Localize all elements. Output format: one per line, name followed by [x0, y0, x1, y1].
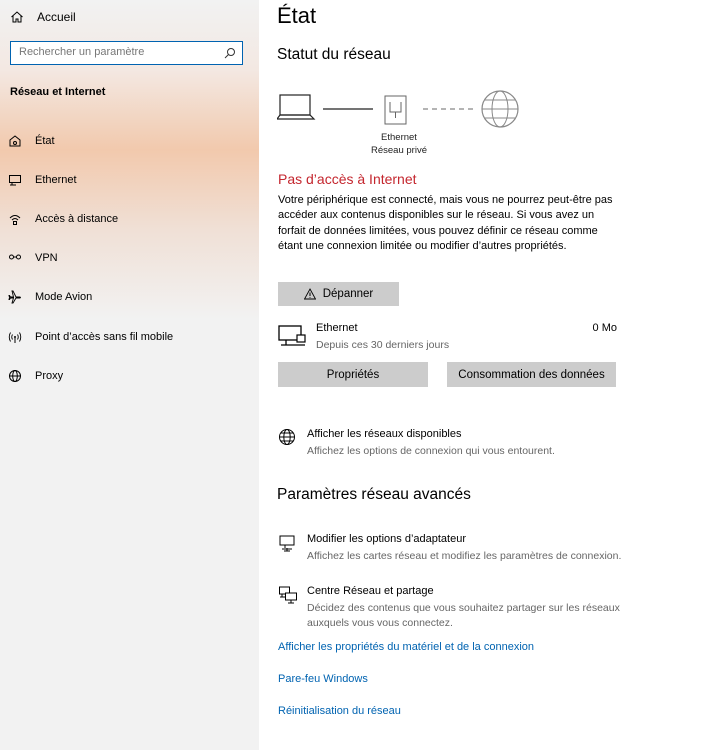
- ethernet-icon: [8, 173, 22, 187]
- sidebar-item-mode-avion[interactable]: [8, 287, 92, 307]
- show-networks-subtitle: Affichez les options de connexion qui vous entourent.: [307, 445, 555, 457]
- sidebar-item-acces-distance[interactable]: [8, 209, 118, 229]
- windows-firewall-link[interactable]: Pare-feu Windows: [278, 673, 368, 685]
- show-networks-title: Afficher les réseaux disponibles: [307, 428, 462, 440]
- no-internet-alert: Pas d’accès à Internet: [278, 171, 417, 187]
- airplane-icon: [8, 290, 22, 304]
- hotspot-icon: [8, 330, 22, 344]
- sidebar-item-point-acces[interactable]: [8, 327, 173, 347]
- sharing-center-item[interactable]: [278, 585, 648, 631]
- properties-button[interactable]: Propriétés: [278, 362, 428, 387]
- sidebar-item-label: Point d’accès sans fil mobile: [35, 331, 174, 343]
- sidebar-item-ethernet[interactable]: [8, 170, 77, 190]
- ethernet-port-icon: [385, 96, 406, 124]
- home-status-icon: [8, 134, 22, 148]
- data-usage-value: 0 Mo: [592, 322, 617, 334]
- vpn-icon: [8, 251, 22, 265]
- ethernet-computer-icon: [278, 324, 306, 348]
- sidebar-item-label: Accès à distance: [35, 213, 119, 225]
- ethernet-usage-row: [278, 320, 617, 354]
- search-icon[interactable]: [224, 47, 236, 59]
- network-type: Réseau privé: [371, 145, 427, 156]
- hardware-properties-link[interactable]: Afficher les propriétés du matériel et de la connexion: [278, 641, 534, 653]
- connection-period: Depuis ces 30 derniers jours: [316, 339, 450, 351]
- page-title: État: [277, 3, 317, 28]
- dialup-icon: [8, 212, 22, 226]
- sidebar: [0, 0, 259, 750]
- sidebar-item-label: VPN: [35, 252, 58, 264]
- connection-name: Ethernet: [316, 322, 358, 334]
- adapter-icon: [278, 533, 298, 553]
- network-reset-link[interactable]: Réinitialisation du réseau: [278, 705, 401, 717]
- adapter-options-item[interactable]: [278, 533, 648, 567]
- network-globe-icon: [278, 428, 298, 448]
- warning-icon: [304, 288, 316, 300]
- troubleshoot-label: Dépanner: [322, 288, 374, 300]
- adapter-options-subtitle: Affichez les cartes réseau et modifiez les paramètres de connexion.: [307, 550, 622, 562]
- adapter-options-title: Modifier les options d’adaptateur: [307, 533, 466, 545]
- status-description: Votre périphérique est connecté, mais vous ne pourrez peut-être pas accéder aux contenus disponibles sur le réseau. Si vous avez un forfait de données limitées, vous pouvez définir ce réseau comme étant une connexion limitée ou modifier d’autres propriétés.: [278, 194, 613, 253]
- advanced-settings-heading: Paramètres réseau avancés: [277, 486, 471, 503]
- globe-icon: [8, 369, 22, 383]
- sidebar-item-vpn[interactable]: [8, 248, 58, 268]
- home-label: Accueil: [37, 10, 76, 24]
- sidebar-item-etat[interactable]: [8, 131, 55, 151]
- laptop-icon: [277, 95, 314, 119]
- adapter-name: Ethernet: [381, 132, 417, 143]
- troubleshoot-button[interactable]: [278, 282, 399, 306]
- home-icon: [10, 10, 24, 24]
- sharing-center-icon: [278, 585, 298, 605]
- sharing-center-title: Centre Réseau et partage: [307, 585, 434, 597]
- sidebar-item-proxy[interactable]: [8, 366, 63, 386]
- search-input[interactable]: [19, 46, 219, 58]
- home-link[interactable]: [10, 8, 76, 26]
- sidebar-item-label: Ethernet: [35, 174, 77, 186]
- search-box[interactable]: [10, 41, 243, 65]
- network-status-heading: Statut du réseau: [277, 46, 391, 63]
- data-usage-button[interactable]: Consommation des données: [447, 362, 616, 387]
- internet-globe-icon: [482, 91, 518, 127]
- sidebar-item-label: État: [35, 135, 55, 147]
- sharing-center-subtitle: Décidez des contenus que vous souhaitez partager sur les réseaux auxquels vous vous connectez.: [307, 602, 620, 629]
- section-title: Réseau et Internet: [10, 86, 106, 98]
- sidebar-item-label: Mode Avion: [35, 291, 93, 303]
- sidebar-item-label: Proxy: [35, 370, 64, 382]
- main-content: [259, 0, 702, 750]
- show-networks-item[interactable]: [278, 428, 628, 462]
- diagram-label: [349, 131, 449, 157]
